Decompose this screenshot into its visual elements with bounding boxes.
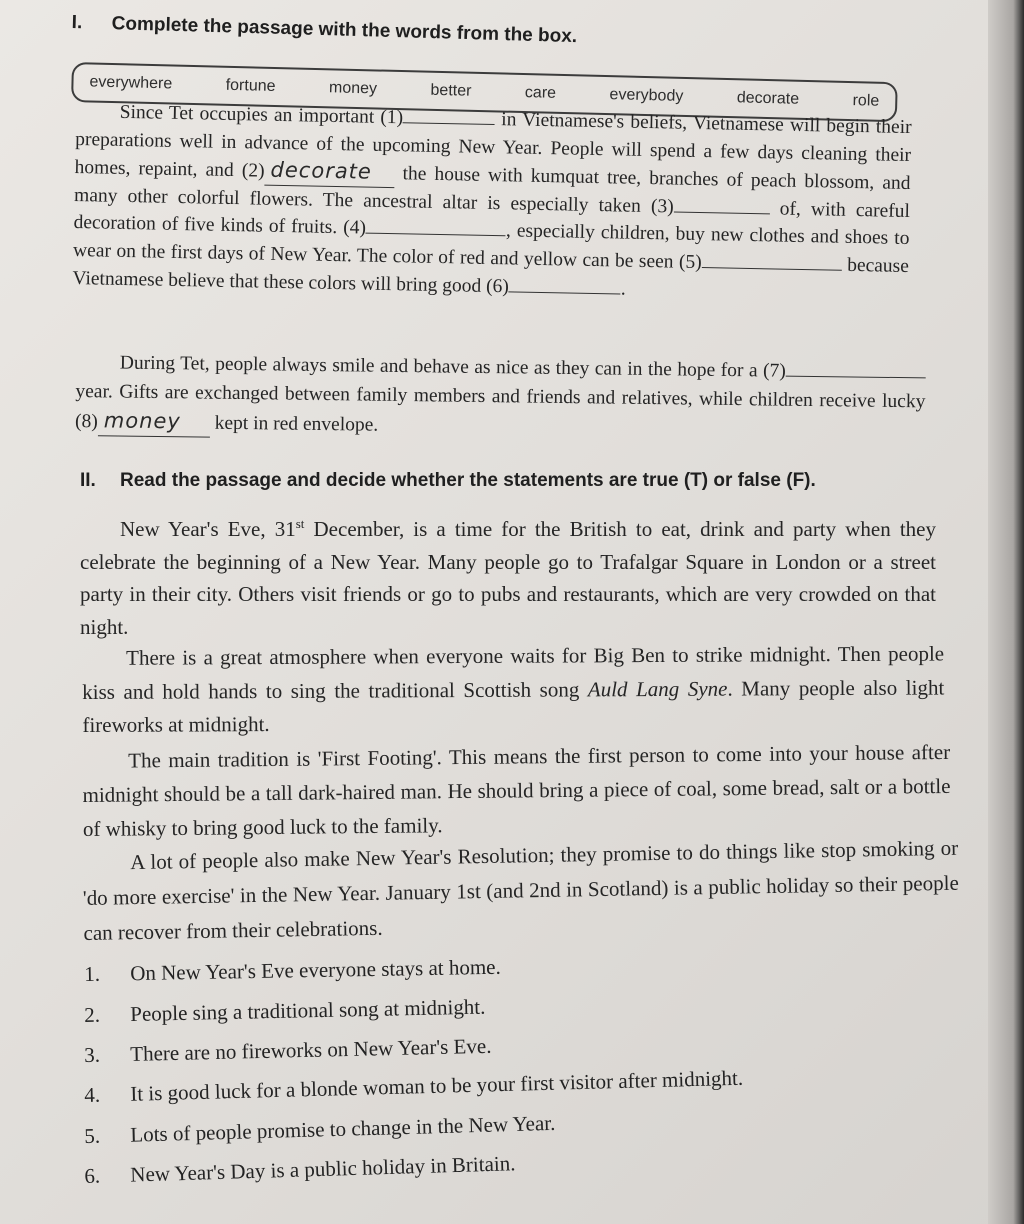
blank-4[interactable]: [366, 217, 506, 237]
passage-text: . Many people also light fireworks at midnight.: [82, 674, 945, 737]
word-box-item: role: [852, 92, 880, 110]
gap-fill-passage-paragraph-1: [72, 98, 912, 308]
statement-number: 6.: [84, 1163, 101, 1188]
passage-text: in Vietnamese's beliefs, Vietnamese will begin their preparations well in advance of the upcoming New Year. People will spend a few days cleaning their homes, repaint, and (2): [74, 109, 912, 182]
blank-5[interactable]: [702, 251, 842, 271]
statement-text: On New Year's Eve everyone stays at home.: [129, 954, 501, 986]
passage-text: kept in red envelope.: [209, 412, 379, 436]
blank-6[interactable]: [509, 275, 621, 294]
statement-number: 3.: [84, 1042, 101, 1067]
statement-text: There are no fireworks on New Year's Eve.: [129, 1033, 492, 1066]
blank-2-handwritten-answer[interactable]: decorate: [264, 157, 395, 188]
gap-fill-passage-paragraph-2: [75, 348, 926, 446]
word-box-item: everybody: [609, 86, 684, 105]
statement-text: People sing a traditional song at midnight.: [129, 994, 486, 1027]
exercise-1-title: [71, 12, 577, 48]
statement-number: 4.: [84, 1082, 101, 1107]
page-edge-shadow: [988, 0, 1024, 1224]
statement-item[interactable]: [84, 1138, 944, 1189]
passage-text: , especially children, buy new clothes and shoes to wear on the first days of New Year. The color of red and yellow can be seen (5): [72, 220, 910, 274]
passage-text: There is a great atmosphere when everyone waits for Big Ben to strike midnight. Then people kiss and hold hands to sing the traditional Scottish song: [82, 641, 945, 704]
passage-text: year. Gifts are exchanged between family members and friends and relatives, while children receive lucky (8): [74, 380, 926, 433]
blank-1[interactable]: [403, 106, 495, 125]
passage-text: A lot of people also make New Year's Resolution; they promise to do things like stop smoking or 'do more exercise' in the New Year. January 1st (and 2nd in Scotland) is a public holiday so their people can recover from their celebrations.: [82, 835, 959, 945]
word-box-item: fortune: [225, 76, 276, 95]
passage-text: Since Tet occupies an important (1): [119, 101, 404, 129]
ordinal-suffix: st: [295, 516, 305, 531]
statement-item[interactable]: [84, 947, 944, 987]
statement-item[interactable]: [84, 985, 944, 1028]
statement-number: 2.: [84, 1002, 101, 1027]
song-title: Auld Lang Syne: [587, 676, 728, 701]
statement-item[interactable]: [84, 1060, 944, 1108]
reading-paragraph-3: [82, 735, 951, 846]
statement-text: Lots of people promise to change in the New Year.: [129, 1110, 556, 1147]
statement-text: New Year's Day is a public holiday in Britain.: [129, 1151, 516, 1187]
exercise-2-instruction: Read the passage and decide whether the statements are true (T) or false (F).: [120, 470, 816, 491]
word-box-item: decorate: [736, 89, 800, 108]
exercise-1-instruction: Complete the passage with the words from the box.: [111, 13, 578, 48]
passage-text: New Year's Eve, 31: [120, 517, 296, 541]
statement-item[interactable]: [84, 1023, 944, 1068]
exercise-2-title: [80, 470, 816, 492]
reading-paragraph-2: [82, 637, 945, 742]
passage-text: of, with careful decoration of five kinds of fruits. (4): [73, 198, 911, 239]
reading-paragraph-1: [80, 508, 936, 643]
statement-number: 1.: [84, 961, 101, 986]
passage-text: December, is a time for the British to eat, drink and party when they celebrate the beginning of a New Year. Many people go to Trafalgar Square in London or a street party in their city. Others visit friends or go to pubs and restaurants, which are very crowded on that night.: [80, 517, 936, 639]
reading-paragraph-4: [82, 831, 960, 951]
statement-number: 5.: [84, 1123, 101, 1148]
exercise-2-number: II.: [80, 470, 96, 491]
blank-7[interactable]: [786, 360, 926, 379]
word-box-item: care: [524, 84, 557, 102]
statement-text: It is good luck for a blonde woman to be your first visitor after midnight.: [129, 1065, 744, 1106]
blank-3[interactable]: [674, 195, 770, 214]
word-box-item: better: [430, 81, 472, 100]
passage-text: .: [620, 278, 626, 300]
blank-8-handwritten-answer[interactable]: money: [98, 406, 210, 437]
passage-text: During Tet, people always smile and behave as nice as they can in the hope for a (7): [119, 352, 786, 382]
passage-text: The main tradition is 'First Footing'. This means the first person to come into your house after midnight should be a tall dark-haired man. He should bring a piece of coal, some bread, salt or a bottle of whisky to bring good luck to the family.: [82, 739, 951, 841]
exercise-1-number: I.: [71, 12, 83, 34]
word-box-item: everywhere: [89, 73, 173, 93]
passage-text: the house with kumquat tree, branches of peach blossom, and many other colorful flowers. The ancestral altar is especially taken (3): [73, 163, 911, 218]
word-box-item: money: [328, 79, 378, 98]
passage-text: because Vietnamese believe that these colors will bring good (6): [72, 254, 910, 297]
